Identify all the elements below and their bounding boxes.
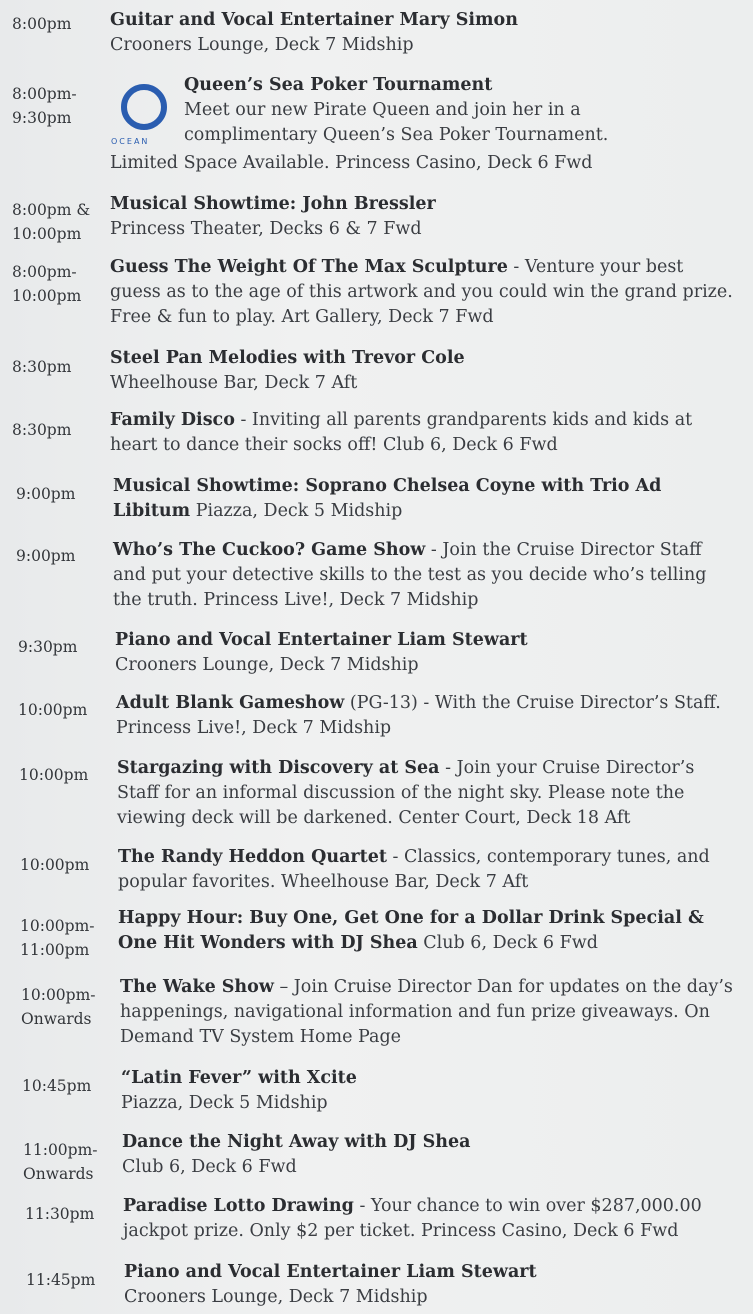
event-title: The Wake Show (120, 977, 274, 997)
event-description: Wheelhouse Bar, Deck 7 Aft (110, 373, 358, 393)
ocean-logo-text: OCEAN (111, 137, 150, 146)
event-body (122, 1130, 739, 1180)
event-title: “Latin Fever” with Xcite (121, 1068, 357, 1088)
event-description: Princess Theater, Decks 6 & 7 Fwd (110, 219, 422, 239)
event-title: Happy Hour: Buy One, Get One for a Dollar Drink Special & One Hit Wonders with DJ Shea (118, 908, 704, 953)
event-body (115, 628, 739, 678)
event-title: Guess The Weight Of The Max Sculpture (110, 257, 508, 277)
event-time: 8:00pm & 10:00pm (12, 201, 91, 243)
event-time: 8:30pm (12, 358, 72, 376)
event-description: – Join Cruise Director Dan for updates on the day’s happenings, navigational information and fun prize giveaways. On Demand TV System Home Page (120, 977, 733, 1047)
event-description: Piazza, Deck 5 Midship (190, 501, 403, 521)
event-title: Stargazing with Discovery at Sea (117, 758, 440, 778)
event-body (118, 906, 739, 956)
event-body (116, 691, 739, 741)
event-description: - Venture your best guess as to the age of this artwork and you could win the grand prize. Free & fun to play. Art Gallery, Deck 7 Fwd (110, 257, 733, 327)
event-description: - Join your Cruise Director’s Staff for an informal discussion of the night sky. Please note the viewing deck will be darkened. Center Court, Deck 18 Aft (117, 758, 695, 828)
event-description-line: complimentary Queen’s Sea Poker Tournament. (184, 125, 609, 145)
event-time: 8:00pm- 10:00pm (12, 263, 82, 305)
event-time: 10:45pm (22, 1077, 92, 1095)
event-description: - Classics, contemporary tunes, and popular favorites. Wheelhouse Bar, Deck 7 Aft (118, 847, 710, 892)
ocean-logo (111, 82, 183, 152)
event-title: Adult Blank Gameshow (116, 693, 345, 713)
event-time: 8:00pm (12, 15, 72, 33)
event-body (110, 408, 739, 458)
event-description: (PG-13) - With the Cruise Director’s Staff. Princess Live!, Deck 7 Midship (116, 693, 721, 738)
event-time: 11:00pm- Onwards (23, 1141, 98, 1183)
event-time: 9:00pm (16, 485, 76, 503)
event-description: - Join the Cruise Director Staff and put your detective skills to the test as you decide who’s telling the truth. Princess Live!, Deck 7 Midship (113, 540, 707, 610)
event-description: Club 6, Deck 6 Fwd (417, 933, 598, 953)
event-time: 8:00pm- 9:30pm (12, 85, 77, 127)
event-body (120, 975, 739, 1050)
event-description: Crooners Lounge, Deck 7 Midship (110, 35, 414, 55)
event-time: 10:00pm (19, 766, 89, 784)
event-title: Steel Pan Melodies with Trevor Cole (110, 348, 465, 368)
event-body (110, 346, 739, 396)
event-description: - Your chance to win over $287,000.00 jackpot prize. Only $2 per ticket. Princess Casino, Deck 6 Fwd (123, 1196, 702, 1241)
event-time: 8:30pm (12, 421, 72, 439)
event-title: Musical Showtime: Soprano Chelsea Coyne with Trio Ad Libitum (113, 476, 662, 521)
event-time: 11:45pm (26, 1271, 96, 1289)
event-time: 9:30pm (18, 638, 78, 656)
event-body (121, 1066, 739, 1116)
event-time: 10:00pm (20, 856, 90, 874)
event-title: The Randy Heddon Quartet (118, 847, 387, 867)
event-title: Piano and Vocal Entertainer Liam Stewart (124, 1262, 537, 1282)
event-time: 11:30pm (25, 1205, 95, 1223)
event-description: Club 6, Deck 6 Fwd (122, 1157, 297, 1177)
event-body (113, 474, 739, 524)
event-description: Crooners Lounge, Deck 7 Midship (124, 1287, 428, 1307)
event-description-line: Limited Space Available. Princess Casino, Deck 6 Fwd (110, 153, 593, 173)
event-body (113, 538, 739, 613)
event-title: Who’s The Cuckoo? Game Show (113, 540, 426, 560)
event-body (110, 192, 739, 242)
event-body (110, 255, 739, 330)
event-title: Musical Showtime: John Bressler (110, 194, 436, 214)
event-description-line: Meet our new Pirate Queen and join her in a (184, 100, 581, 120)
event-description: Piazza, Deck 5 Midship (121, 1093, 328, 1113)
ocean-ring-icon (121, 84, 167, 130)
event-title: Queen’s Sea Poker Tournament (184, 75, 493, 95)
event-title: Guitar and Vocal Entertainer Mary Simon (110, 10, 518, 30)
event-time: 10:00pm- Onwards (21, 986, 96, 1028)
event-time: 9:00pm (16, 547, 76, 565)
event-description: - Inviting all parents grandparents kids and kids at heart to dance their socks off! Club 6, Deck 6 Fwd (110, 410, 693, 455)
event-body (123, 1194, 745, 1244)
event-title: Dance the Night Away with DJ Shea (122, 1132, 471, 1152)
event-body (118, 845, 739, 895)
event-body (124, 1260, 739, 1310)
event-body (110, 8, 739, 58)
event-title: Piano and Vocal Entertainer Liam Stewart (115, 630, 528, 650)
event-title: Paradise Lotto Drawing (123, 1196, 354, 1216)
event-title: Family Disco (110, 410, 235, 430)
event-time: 10:00pm (18, 701, 88, 719)
event-body (117, 756, 741, 831)
event-time: 10:00pm- 11:00pm (20, 917, 95, 959)
event-description: Crooners Lounge, Deck 7 Midship (115, 655, 419, 675)
